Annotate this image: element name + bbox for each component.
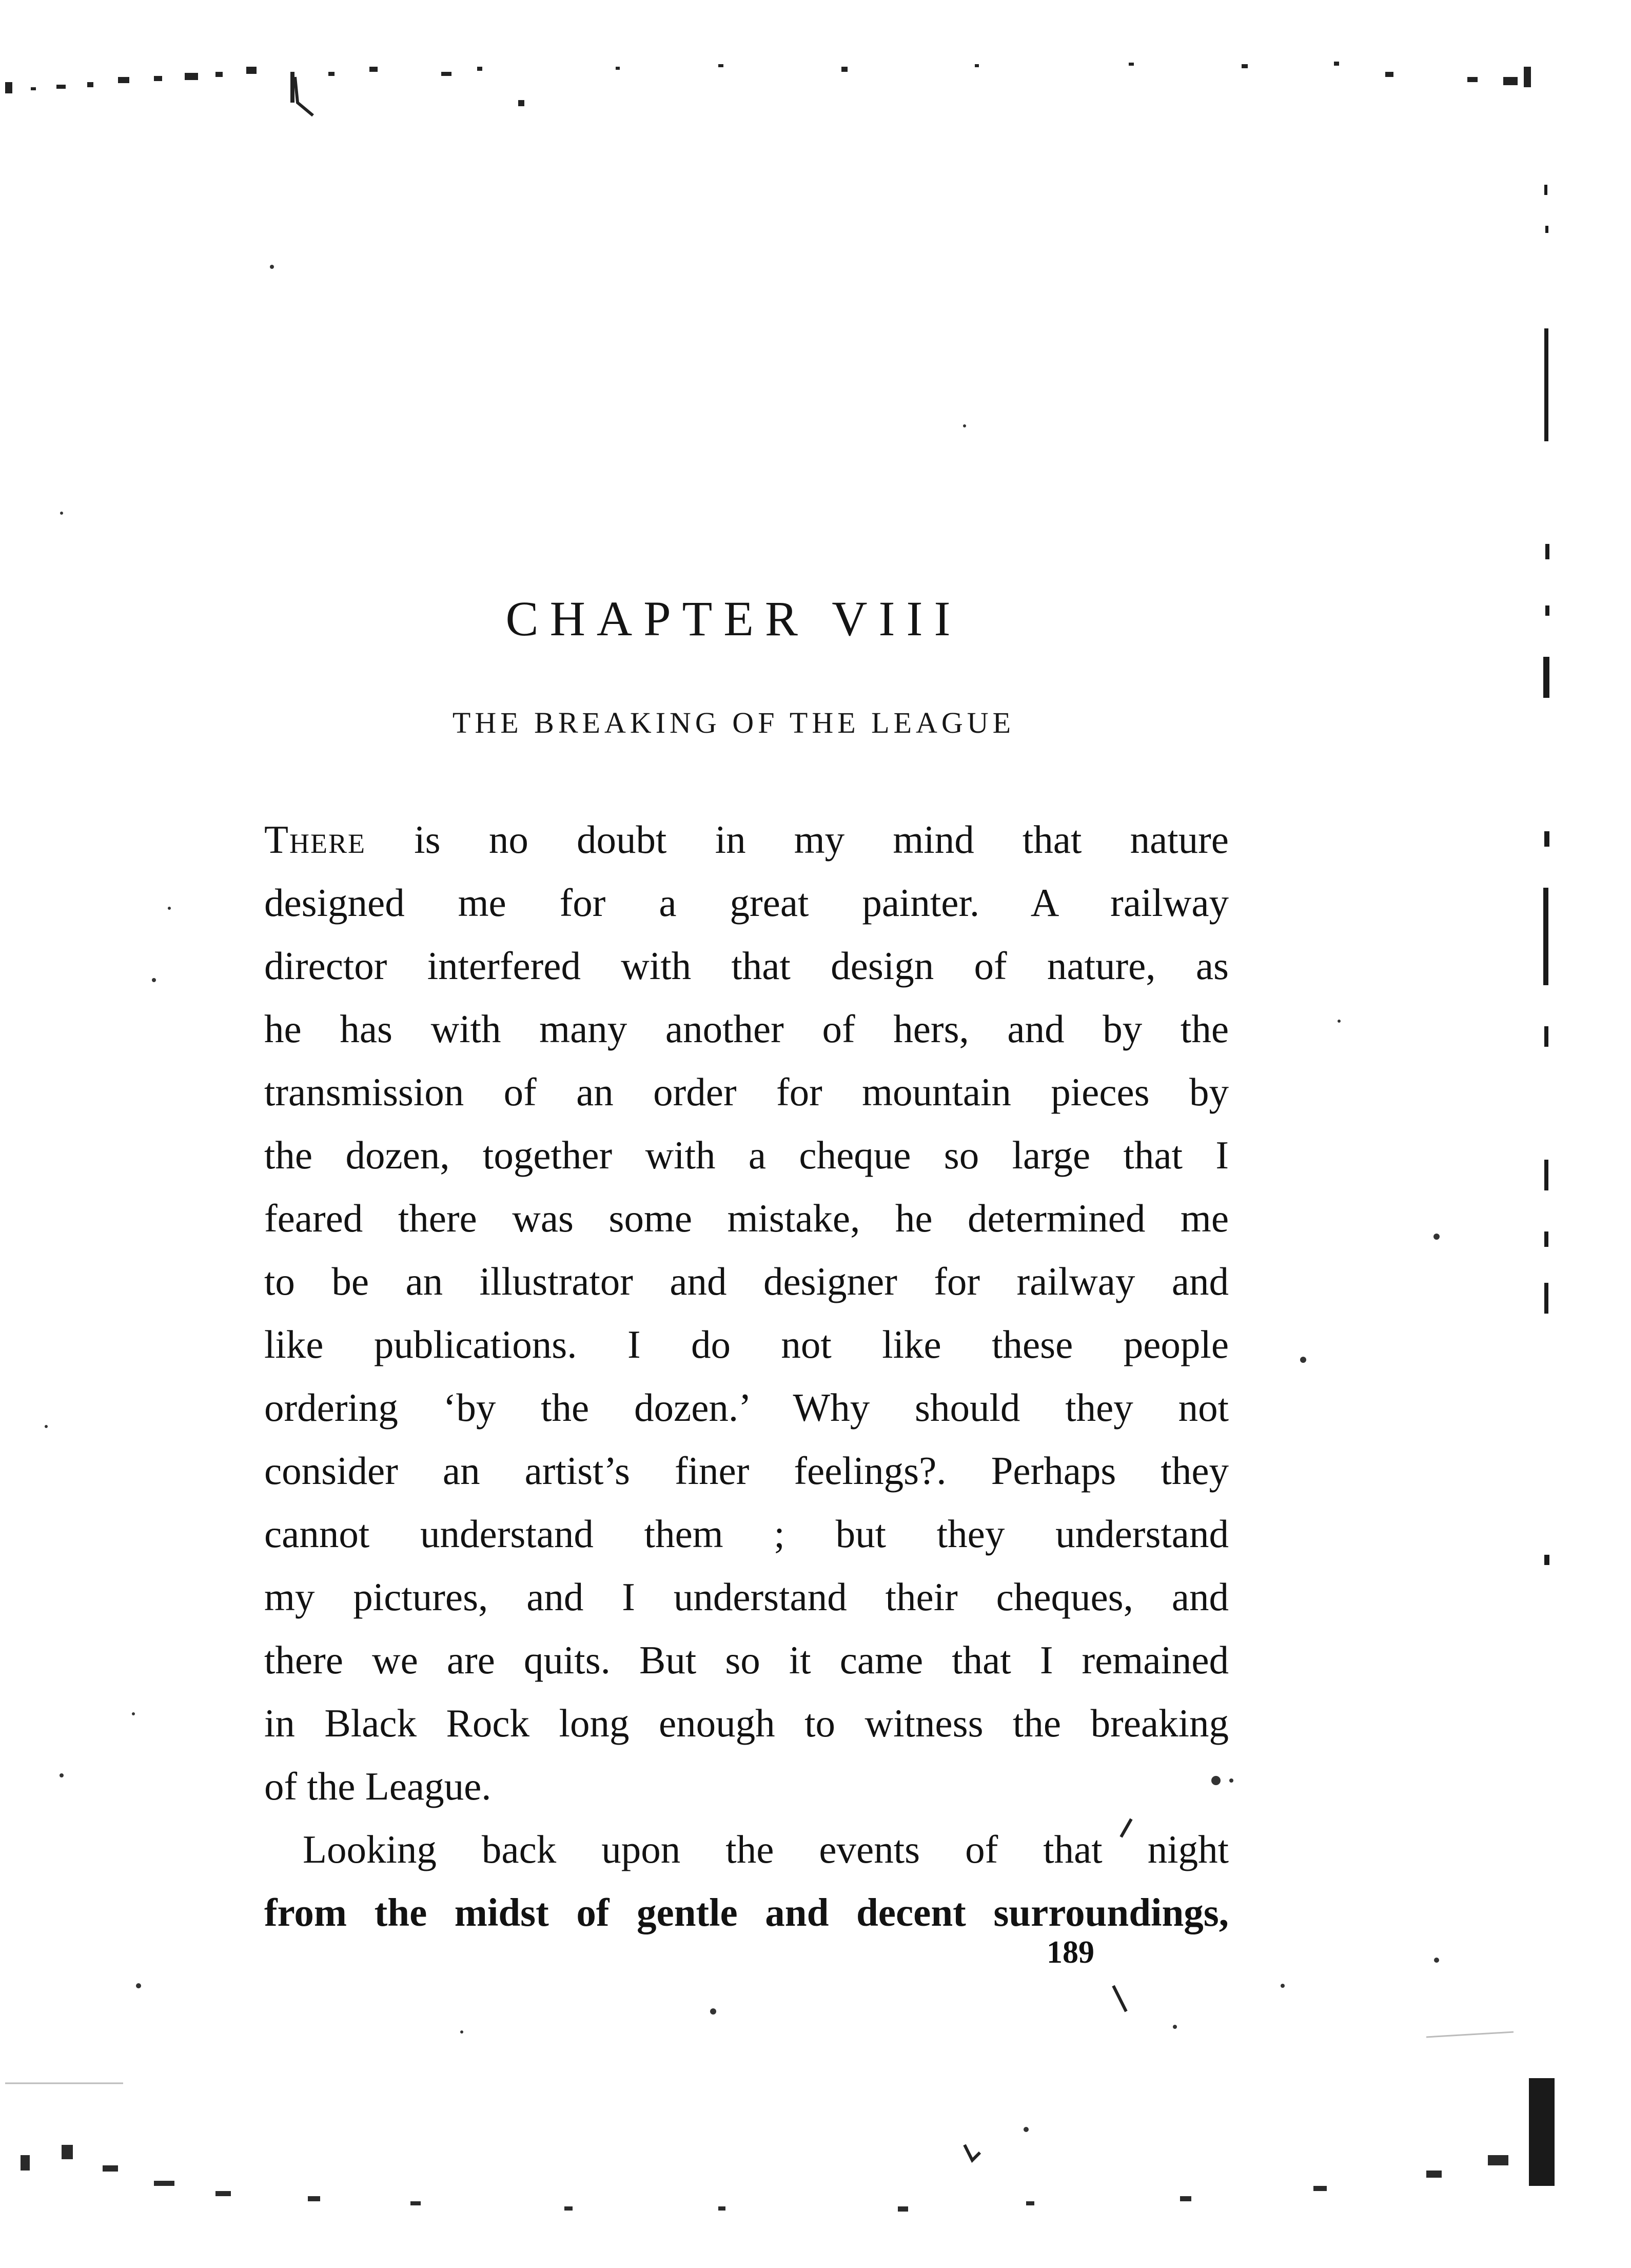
text-line: director interfered with that design of nature, as	[264, 944, 1229, 988]
text-line: he has with many another of hers, and by the	[264, 1007, 1229, 1051]
text-line: cannot understand them ; but they understand	[264, 1512, 1229, 1556]
chapter-subtitle: THE BREAKING OF THE LEAGUE	[452, 706, 1015, 739]
text-line: from the midst of gentle and decent surroundings,	[264, 1890, 1229, 1934]
body-text	[264, 808, 1229, 1944]
text-line: transmission of an order for mountain pieces by	[264, 1070, 1229, 1114]
chapter-heading: CHAPTER VIII	[505, 591, 962, 646]
text-line: designed me for a great painter. A railway	[264, 881, 1229, 925]
text-line: like publications. I do not like these people	[264, 1322, 1229, 1366]
text-line: ordering ‘by the dozen.’ Why should they not	[264, 1385, 1229, 1430]
text-line: there we are quits. But so it came that I remained	[264, 1638, 1229, 1682]
text-line	[264, 808, 1229, 871]
text-line: consider an artist’s finer feelings?. Perhaps they	[264, 1449, 1229, 1493]
text-line: the dozen, together with a cheque so large that I	[264, 1133, 1229, 1177]
text-line: feared there was some mistake, he determined me	[264, 1196, 1229, 1240]
text-line: my pictures, and I understand their cheques, and	[264, 1575, 1229, 1619]
text-line: of the League.	[264, 1764, 492, 1808]
text-line: Looking back upon the events of that night	[303, 1827, 1229, 1871]
page-number: 189	[1047, 1935, 1094, 1970]
opening-word: There	[264, 817, 366, 862]
line-text: is no doubt in my mind that nature	[366, 817, 1229, 862]
text-line: to be an illustrator and designer for railway and	[264, 1259, 1229, 1303]
text-line: in Black Rock long enough to witness the breaking	[264, 1701, 1229, 1745]
